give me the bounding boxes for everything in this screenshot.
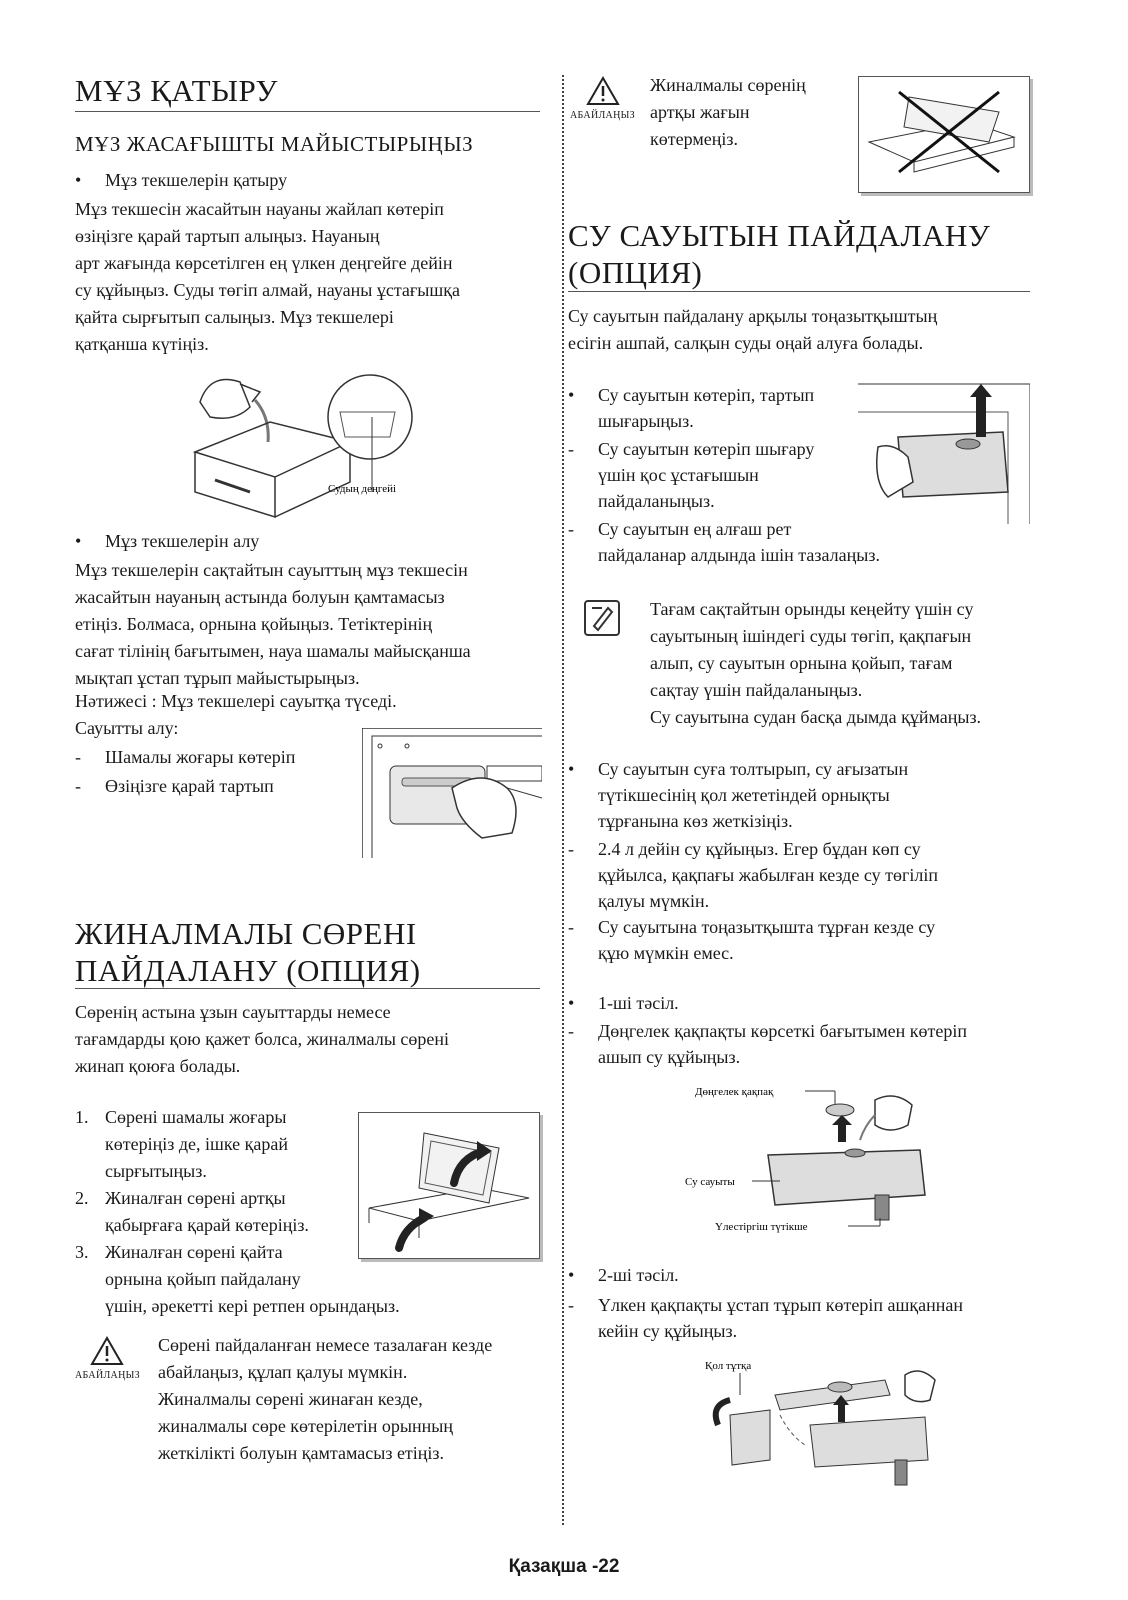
- method-2-desc: - Үлкен қақпақты ұстап тұрып көтеріп ашқаннан кейін су құйыңыз.: [568, 1295, 963, 1341]
- water-tank-method1-illustration: [680, 1080, 960, 1240]
- shelf-title: ЖИНАЛМАЛЫ СӨРЕНІ ПАЙДАЛАНУ (ОПЦИЯ): [75, 916, 421, 988]
- remove-dash-2: - Өзіңізге қарай тартып: [75, 776, 274, 796]
- water-title-rule: [568, 291, 1030, 292]
- note-text: Тағам сақтайтын орынды кеңейту үшін су сауытының ішіндегі суды төгіп, қақпағын алып, су сауытын орнына қойып, тағам сақтау үшін пайдаланыңыз. Су сауытына судан басқа дымда құймаңыз.: [650, 599, 982, 727]
- round-cap-label: Дөңгелек қақпақ: [695, 1086, 774, 1098]
- caution-label: АБАЙЛАҢЫЗ: [75, 1370, 140, 1381]
- result-text: Нәтижесі : Мұз текшелері сауытқа түседі.: [75, 691, 397, 711]
- ice-title: МҰЗ ҚАТЫРУ: [75, 73, 278, 108]
- tank-label: Су сауыты: [685, 1176, 735, 1188]
- tube-label: Үлестіргіш түтікше: [715, 1221, 808, 1233]
- ice-paragraph-1: Мұз текшесін жасайтын науаны жайлап көтеріп өзіңізге қарай тартып алыңыз. Науаның арт жағында көрсетілген ең үлкен деңгейге дейін су құйыңыз. Суды төгіп алмай, науаны ұстағышқа қайта сырғытып салыңыз. Мұз текшелері қатқанша күтіңіз.: [75, 199, 460, 354]
- water-dash-1: - Су сауытын көтеріп шығару үшін қос ұстағышын пайдаланыңыз.: [568, 439, 815, 511]
- water-level-label: Судың деңгейі: [328, 483, 397, 495]
- caution-label-right: АБАЙЛАҢЫЗ: [570, 110, 635, 121]
- water-dash-3: - 2.4 л дейін су құйыңыз. Егер бұдан көп су құйылса, қақпағы жабылған кезде су төгіліп қалуы мүмкін.: [568, 839, 938, 911]
- water-bullet-1: • Су сауытын көтеріп, тартып шығарыңыз.: [568, 385, 815, 431]
- ice-subtitle: МҰЗ ЖАСАҒЫШТЫ МАЙЫСТЫРЫҢЫЗ: [75, 132, 474, 156]
- ice-bullet-freeze: • Мұз текшелерін қатыру: [75, 170, 288, 190]
- water-dash-4: - Су сауытына тоңазытқышта тұрған кезде су құю мүмкін емес.: [568, 917, 936, 963]
- shelf-steps: 1. Сөрені шамалы жоғары көтеріңіз де, ішке қарай сырғытыңыз. 2. Жиналған сөрені артқы қабырғаға қарай көтеріңіз. 3. Жиналған сөрені қайта орнына қойып пайдалану үшін, әрекетті кері ретпен орындаңыз.: [75, 1107, 400, 1316]
- ice-paragraph-2: Мұз текшелерін сақтайтын сауыттың мұз текшесін жасайтын науаның астында болуын қамтамасыз етіңіз. Болмаса, орнына қойыңыз. Тетіктерінің сағат тілінің бағытымен, науа шамалы майысқанша мықтап ұстап тұрып майыстырыңыз.: [75, 560, 471, 688]
- water-paragraph: Су сауытын пайдалану арқылы тоңазытқыштың есігін ашпай, салқын суды оңай алуға болады.: [568, 306, 938, 353]
- folding-shelf-illustration: [358, 1112, 540, 1259]
- water-tank-method2-illustration: [690, 1355, 950, 1505]
- shelf-paragraph: Сөренің астына ұзын сауыттарды немесе тағамдарды қою қажет болса, жиналмалы сөрені жинап қоюға болады.: [75, 1002, 450, 1076]
- caution-text: Сөрені пайдаланған немесе тазалаған кезде абайлаңыз, құлап қалуы мүмкін. Жиналмалы сөрені жинаған кезде, жиналмалы сөре көтерілетін орынның жеткілікті болуын қамтамасыз етіңіз.: [158, 1335, 493, 1463]
- remove-dash-1: - Шамалы жоғары көтеріп: [75, 747, 296, 767]
- method-1-desc: - Дөңгелек қақпақты көрсеткі бағытымен көтеріп ашып су құйыңыз.: [568, 1021, 967, 1067]
- caution-icon-right: [586, 76, 620, 106]
- water-tank-lift-illustration: [858, 382, 1030, 524]
- remove-text: Сауытты алу:: [75, 718, 179, 738]
- caution-text-right: Жиналмалы сөренің артқы жағын көтермеңіз.: [650, 75, 806, 149]
- water-dash-2: - Су сауытын ең алғаш рет пайдаланар алдында ішін тазалаңыз.: [568, 519, 880, 565]
- ice-bin-illustration: [362, 728, 542, 858]
- ice-bullet-remove: • Мұз текшелерін алу: [75, 531, 260, 551]
- note-icon: [582, 598, 622, 638]
- shelf-title-rule: [75, 988, 540, 989]
- shelf-no-lift-illustration: [858, 76, 1030, 193]
- water-title: СУ САУЫТЫН ПАЙДАЛАНУ (ОПЦИЯ): [568, 218, 991, 290]
- page-footer: Қазақша -22: [508, 1556, 620, 1577]
- column-divider: [562, 75, 564, 1525]
- method-2: • 2-ші тәсіл.: [568, 1265, 679, 1285]
- method-1: • 1-ші тәсіл.: [568, 993, 679, 1013]
- caution-icon: [90, 1336, 124, 1366]
- handle-label: Қол тұтқа: [705, 1360, 752, 1372]
- title-rule: [75, 111, 540, 112]
- water-bullet-2: • Су сауытын суға толтырып, су ағызатын түтікшесінің қол жететіндей орнықты тұрғанына көз жеткізіңіз.: [568, 759, 909, 831]
- ice-tray-illustration: [180, 362, 420, 527]
